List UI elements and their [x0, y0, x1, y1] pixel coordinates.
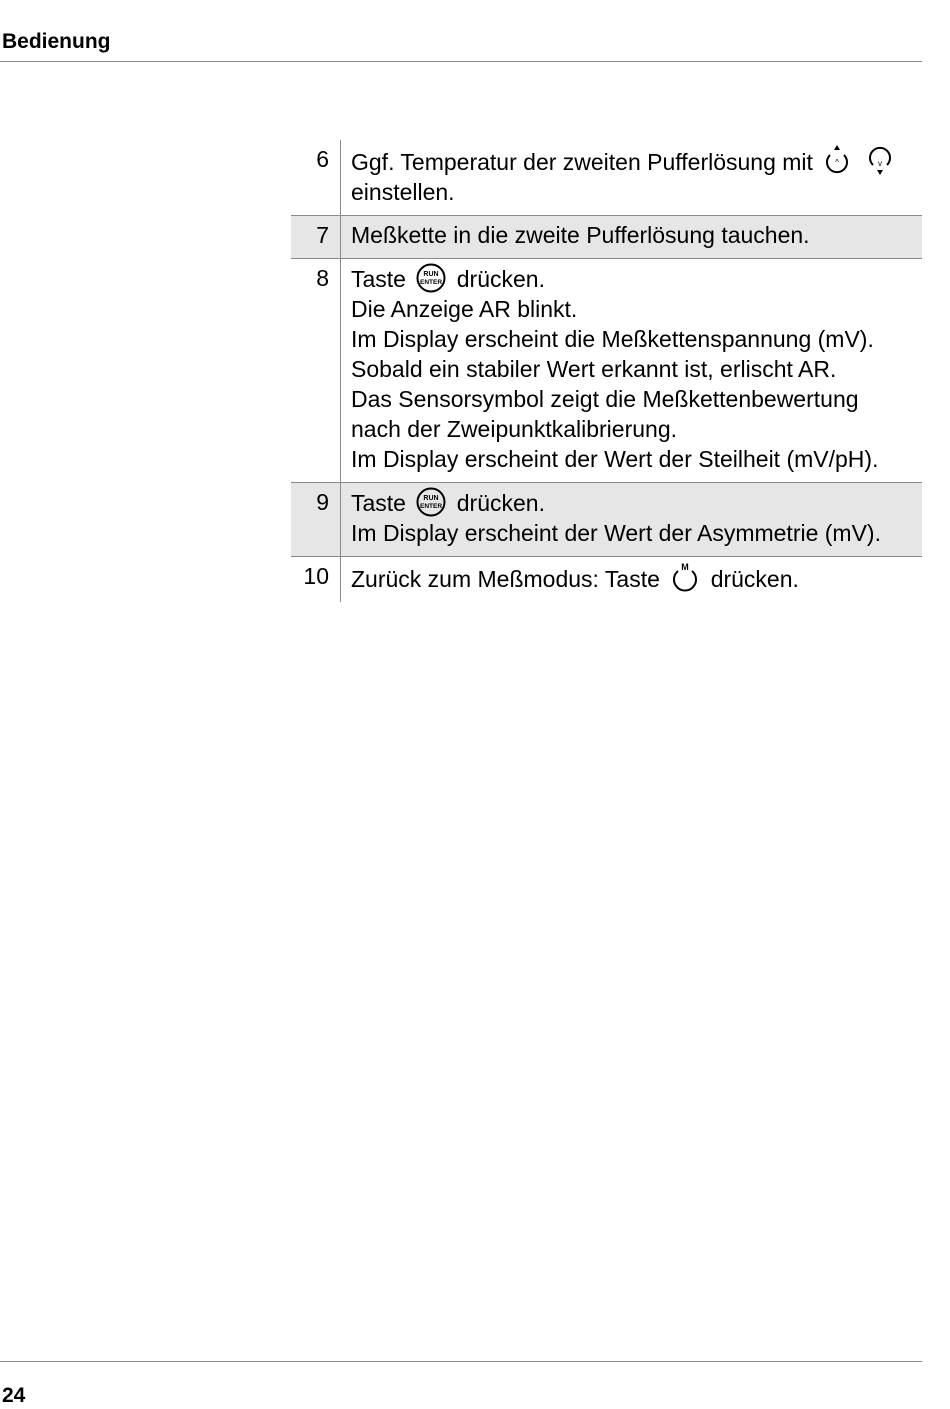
step-text [341, 557, 922, 602]
footer-divider [0, 1361, 922, 1362]
header-divider [0, 61, 922, 62]
step-10-text-before-key: Zurück zum Meßmodus: Taste [351, 566, 660, 592]
step-8-line: Die Anzeige AR blinkt. [351, 296, 578, 322]
step-9-line: Im Display erscheint der Wert der Asymmetrie (mV). [351, 520, 881, 546]
step-row-9 [291, 483, 922, 557]
step-text [341, 216, 922, 258]
svg-text:^: ^ [835, 158, 840, 167]
m-label: M [681, 562, 690, 572]
step-8-line: Im Display erscheint die Meßkettenspannung (mV). [351, 326, 874, 352]
step-text [341, 140, 922, 215]
up-arrow-key-icon [823, 144, 851, 176]
step-row-6 [291, 140, 922, 216]
instruction-steps-table [291, 140, 922, 602]
step-6-text-line1: Ggf. Temperatur der zweiten Pufferlösung mit [351, 149, 813, 175]
enter-label: ENTER [420, 503, 443, 510]
run-label: RUN [423, 271, 439, 278]
step-number: 9 [291, 483, 341, 556]
step-text [341, 483, 922, 556]
step-8-text-after-key: drücken. [456, 266, 545, 292]
run-label: RUN [423, 495, 439, 502]
step-number: 6 [291, 140, 341, 215]
step-8-line: Das Sensorsymbol zeigt die Meßkettenbewertung [351, 386, 859, 412]
step-8-line: Sobald ein stabiler Wert erkannt ist, erlischt AR. [351, 356, 837, 382]
page-header-title: Bedienung [2, 30, 111, 53]
enter-label: ENTER [420, 279, 443, 286]
run-enter-key-icon [416, 487, 446, 517]
step-text [341, 259, 922, 482]
down-arrow-key-icon [866, 144, 894, 176]
step-number: 7 [291, 216, 341, 258]
step-row-7 [291, 216, 922, 259]
step-7-text: Meßkette in die zweite Pufferlösung tauchen. [351, 222, 810, 248]
run-enter-key-icon [416, 263, 446, 293]
m-key-icon [670, 561, 700, 593]
step-8-text-before-key: Taste [351, 266, 406, 292]
step-10-text-after-key: drücken. [710, 566, 799, 592]
step-8-line: Im Display erscheint der Wert der Steilheit (mV/pH). [351, 446, 879, 472]
step-number: 10 [291, 557, 341, 602]
step-row-8 [291, 259, 922, 483]
svg-text:v: v [877, 159, 882, 168]
page-number: 24 [2, 1384, 26, 1407]
step-row-10 [291, 557, 922, 602]
step-8-line: nach der Zweipunktkalibrierung. [351, 416, 678, 442]
step-number: 8 [291, 259, 341, 482]
step-6-text-line2: einstellen. [351, 179, 455, 205]
step-9-text-after-key: drücken. [456, 490, 545, 516]
step-9-text-before-key: Taste [351, 490, 406, 516]
